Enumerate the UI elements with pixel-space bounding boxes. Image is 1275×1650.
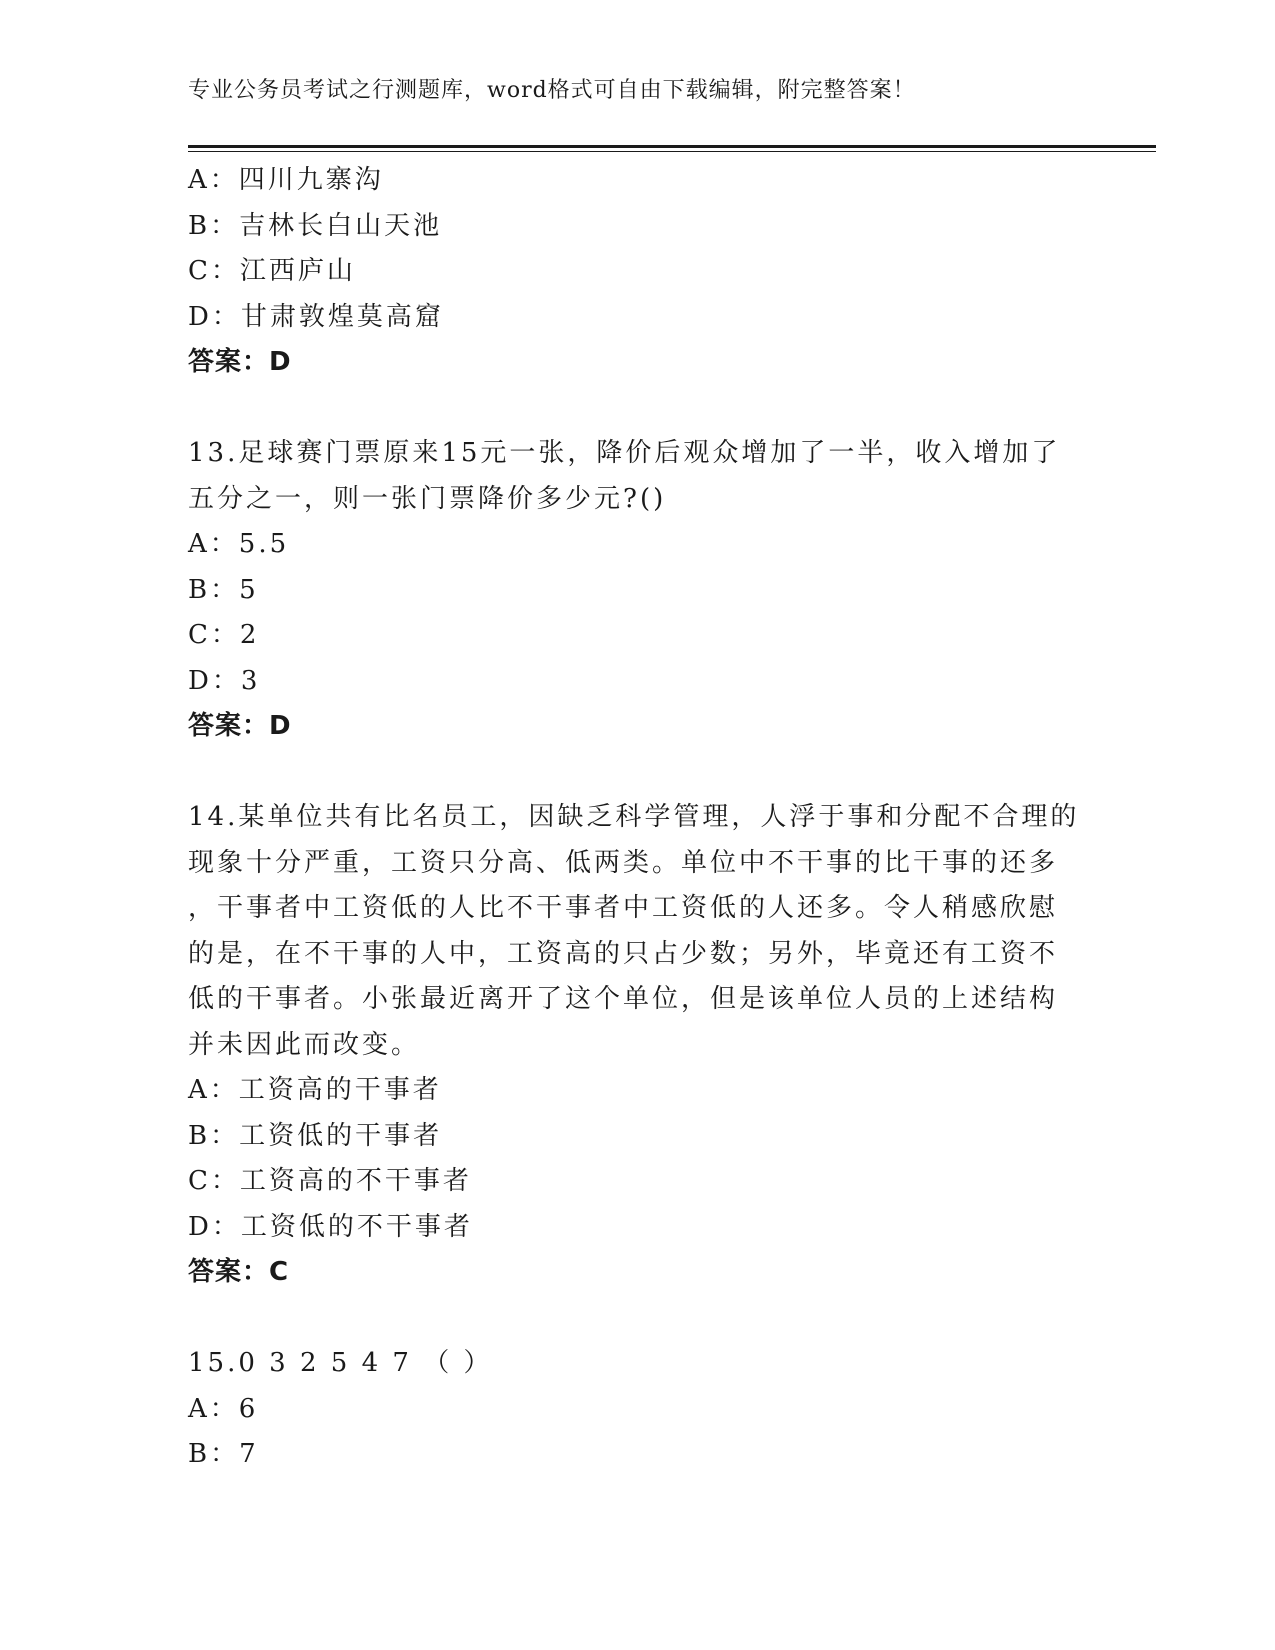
spacer — [188, 750, 1088, 796]
question-stem-line: 13.足球赛门票原来15元一张，降价后观众增加了一半，收入增加了 — [188, 438, 1061, 468]
option-b: B：工资低的干事者 — [188, 1120, 443, 1151]
question-stem-line: 现象十分严重，工资只分高、低两类。单位中不干事的比干事的还多 — [188, 847, 1059, 878]
spacer — [188, 1296, 1088, 1342]
option-b: B：5 — [188, 574, 259, 605]
option-c: C：工资高的不干事者 — [188, 1166, 472, 1196]
answer-line: 答案：C — [188, 1257, 290, 1287]
answer-line: 答案：D — [188, 711, 292, 741]
question-14 — [188, 795, 1088, 1296]
option-a: A：5.5 — [188, 529, 290, 559]
question-12-tail — [188, 158, 1088, 386]
option-b: B：吉林长白山天池 — [188, 210, 443, 241]
page-header: 专业公务员考试之行测题库，word格式可自由下载编辑，附完整答案！ — [188, 78, 916, 103]
question-content — [188, 158, 1088, 1478]
question-stem-line: 并未因此而改变。 — [188, 1029, 421, 1060]
option-d: D：3 — [188, 665, 261, 696]
option-b: B：7 — [188, 1439, 259, 1469]
question-stem-line: ，干事者中工资低的人比不干事者中工资低的人还多。令人稍感欣慰 — [188, 893, 1059, 923]
option-d: D：甘肃敦煌莫高窟 — [188, 301, 444, 332]
option-c: C：江西庐山 — [188, 256, 356, 286]
option-d: D：工资低的不干事者 — [188, 1211, 473, 1242]
option-c: C：2 — [188, 620, 260, 650]
question-15 — [188, 1341, 1088, 1478]
question-stem-line: 低的干事者。小张最近离开了这个单位，但是该单位人员的上述结构 — [188, 984, 1059, 1014]
spacer — [188, 386, 1088, 432]
question-stem-line: 15.0 3 2 5 4 7 （ ） — [188, 1348, 493, 1378]
option-a: A：四川九寨沟 — [188, 165, 384, 195]
header-rule-thin — [188, 151, 1156, 152]
answer-line: 答案：D — [188, 347, 292, 377]
header-rule-thick — [188, 145, 1156, 148]
option-a: A：工资高的干事者 — [188, 1075, 442, 1105]
option-a: A：6 — [188, 1393, 259, 1424]
question-stem-line: 的是，在不干事的人中，工资高的只占少数；另外，毕竟还有工资不 — [188, 938, 1059, 969]
question-13 — [188, 431, 1088, 750]
question-stem-line: 14.某单位共有比名员工，因缺乏科学管理，人浮于事和分配不合理的 — [188, 802, 1080, 832]
question-stem-line: 五分之一，则一张门票降价多少元?() — [188, 483, 667, 514]
